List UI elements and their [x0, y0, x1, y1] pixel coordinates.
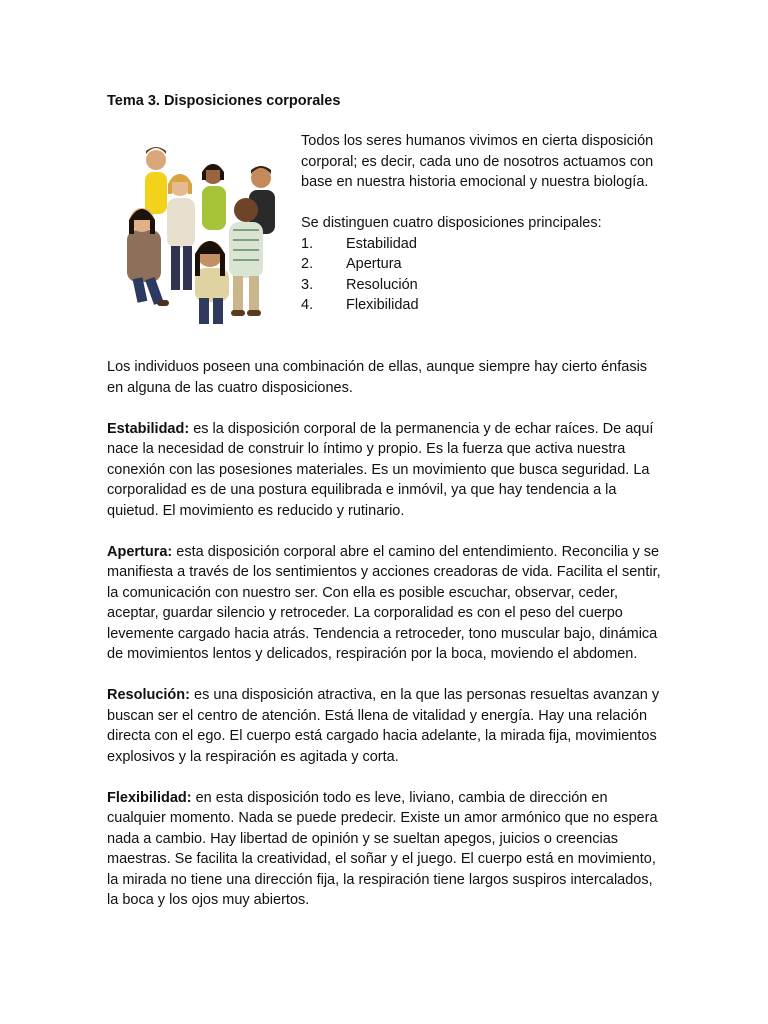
section-text: es una disposición atractiva, en la que las personas resueltas avanzan y buscan ser el centro de atención. Está llena de vitalidad y energía. Hay una relación directa con el ego. El cuerpo está cargado hacia adelante, la mirada fija, movimientos explosivos y la respiración es agitada y corta.: [107, 687, 660, 765]
section-resolucion: [107, 685, 667, 767]
section-text: es la disposición corporal de la permanencia y de echar raíces. De aquí nace la necesidad de construir lo íntimo y propio. Es la fuerza que activa nuestra conexión con las posesiones materiales. Es un movimiento que busca seguridad. La corporalidad es de una postura equilibrada e inmóvil, ya que hay tendencia a la quietud. El movimiento es reducido y rutinario.: [107, 420, 654, 519]
section-estabilidad: [107, 419, 667, 522]
group-people-photo: [107, 140, 291, 330]
section-text: en esta disposición todo es leve, liviano, cambia de dirección en cualquier momento. Nada se puede predecir. Existe un amor armónico que no espera nada a cambio. Hay libertad de opinión y se sueltan apegos, juicios o creencias maestras. Se facilita la creatividad, el soñar y el juego. El cuerpo está en movimiento, la mirada no tiene una dirección fija, la respiración tiene largos suspiros intercalados, la boca y los ojos muy abiertos.: [107, 789, 658, 908]
list-item-number: 3.: [301, 276, 314, 293]
section-term: Apertura:: [107, 543, 173, 560]
section-term: Resolución:: [107, 687, 190, 703]
intro-block: [301, 131, 661, 316]
person-figure: [202, 164, 226, 230]
page-title: Tema 3. Disposiciones corporales: [107, 93, 341, 109]
list-item-label: Apertura: [346, 256, 402, 272]
section-term: Estabilidad:: [107, 420, 190, 437]
section-text: esta disposición corporal abre el camino del entendimiento. Reconcilia y se manifiesta a través de los sentimientos y acciones creadoras de vida. Facilita el sentir, la comunicación con nuestro ser. Con ella es posible escuchar, observar, ceder, aceptar, guardar silencio y retroceder. La corporalidad es con el peso del cuerpo levemente cargado hacia atrás. Tendencia a retroceder, tono muscular bajo, dinámica de movimientos lentos y delicados, respiración por la boca, moviendo el abdomen.: [107, 543, 661, 662]
list-item: [301, 275, 661, 296]
section-term: Flexibilidad:: [107, 789, 192, 806]
list-item-label: Flexibilidad: [346, 297, 419, 313]
dispositions-list: [301, 234, 661, 316]
combination-paragraph: Los individuos poseen una combinación de ellas, aunque siempre hay cierto énfasis en alguna de las cuatro disposiciones.: [107, 359, 648, 396]
section-apertura: [107, 542, 667, 665]
body-text: [107, 357, 667, 931]
list-item: [301, 254, 661, 275]
list-item-number: 1.: [301, 235, 314, 252]
list-item-number: 4.: [301, 297, 314, 313]
intro-paragraph: Todos los seres humanos vivimos en cierta disposición corporal; es decir, cada uno de nosotros actuamos con base en nuestra historia emocional y nuestra biología.: [301, 133, 654, 190]
list-item-number: 2.: [301, 256, 314, 272]
list-item: [301, 234, 661, 255]
list-item-label: Resolución: [346, 276, 418, 293]
list-item-label: Estabilidad: [346, 235, 417, 252]
person-figure: [145, 147, 167, 214]
list-item: [301, 295, 661, 316]
section-flexibilidad: [107, 788, 667, 911]
intro-list-heading: Se distinguen cuatro disposiciones principales:: [301, 215, 602, 231]
